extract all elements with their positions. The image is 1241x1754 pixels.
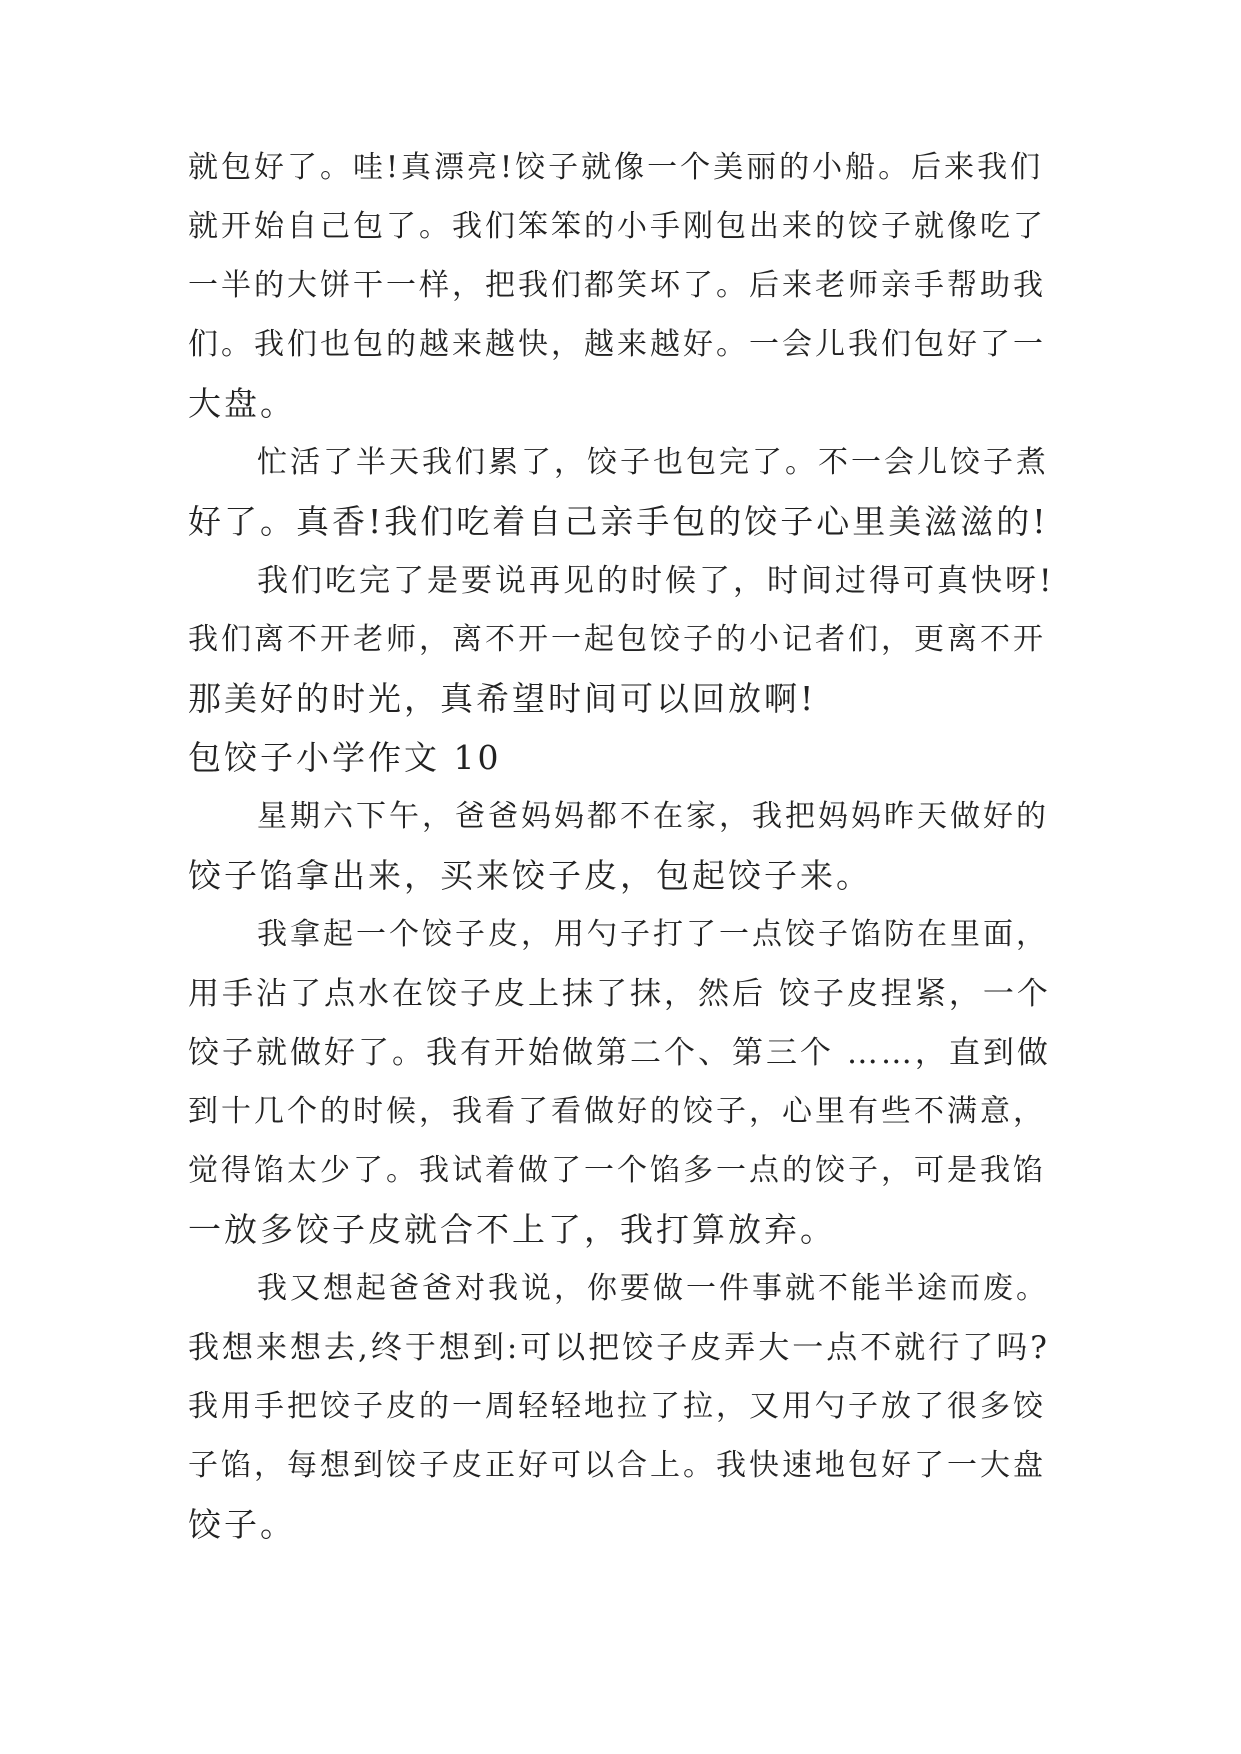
text-line: 大盘。 [188,384,296,423]
text-line: 好了。真香!我们吃着自己亲手包的饺子心里美滋滋的! [188,502,1049,541]
text-line: 饺子。 [188,1505,296,1544]
text-line: 一放多饺子皮就合不上了，我打算放弃。 [188,1210,836,1249]
text-line: 到十几个的时候，我看了看做好的饺子，心里有些不满意， [188,1094,1046,1129]
text-line: 我们离不开老师，离不开一起包饺子的小记者们，更离不开 [188,622,1046,657]
text-line: 们。我们也包的越来越快，越来越好。一会儿我们包好了一 [188,327,1046,362]
text-line: 我想来想去,终于想到:可以把饺子皮弄大一点不就行了吗? [188,1330,1050,1366]
text-line: 忙活了半天我们累了，饺子也包完了。不一会儿饺子煮 [257,445,1049,480]
text-line: 饺子馅拿出来，买来饺子皮，包起饺子来。 [188,856,872,895]
text-line: 一半的大饼干一样，把我们都笑坏了。后来老师亲手帮助我 [188,268,1046,303]
text-line: 饺子就做好了。我有开始做第二个、第三个 ……，直到做 [188,1035,1051,1071]
text-line: 我们吃完了是要说再见的时候了，时间过得可真快呀! [257,563,1055,599]
text-line: 我拿起一个饺子皮，用勺子打了一点饺子馅防在里面， [257,917,1049,952]
text-line: 我用手把饺子皮的一周轻轻地拉了拉，又用勺子放了很多饺 [188,1389,1046,1424]
section-heading: 包饺子小学作文 10 [188,738,502,777]
text-line: 子馅，每想到饺子皮正好可以合上。我快速地包好了一大盘 [188,1448,1046,1483]
text-line: 星期六下午，爸爸妈妈都不在家，我把妈妈昨天做好的 [257,799,1049,834]
text-line: 就开始自己包了。我们笨笨的小手刚包出来的饺子就像吃了 [188,209,1046,244]
text-line: 我又想起爸爸对我说，你要做一件事就不能半途而废。 [257,1271,1049,1306]
text-line: 觉得馅太少了。我试着做了一个馅多一点的饺子，可是我馅 [188,1153,1046,1188]
text-line: 那美好的时光，真希望时间可以回放啊! [188,679,817,718]
text-line: 就包好了。哇!真漂亮!饺子就像一个美丽的小船。后来我们 [188,150,1044,185]
text-line: 用手沾了点水在饺子皮上抹了抹，然后 饺子皮捏紧，一个 [188,976,1051,1012]
